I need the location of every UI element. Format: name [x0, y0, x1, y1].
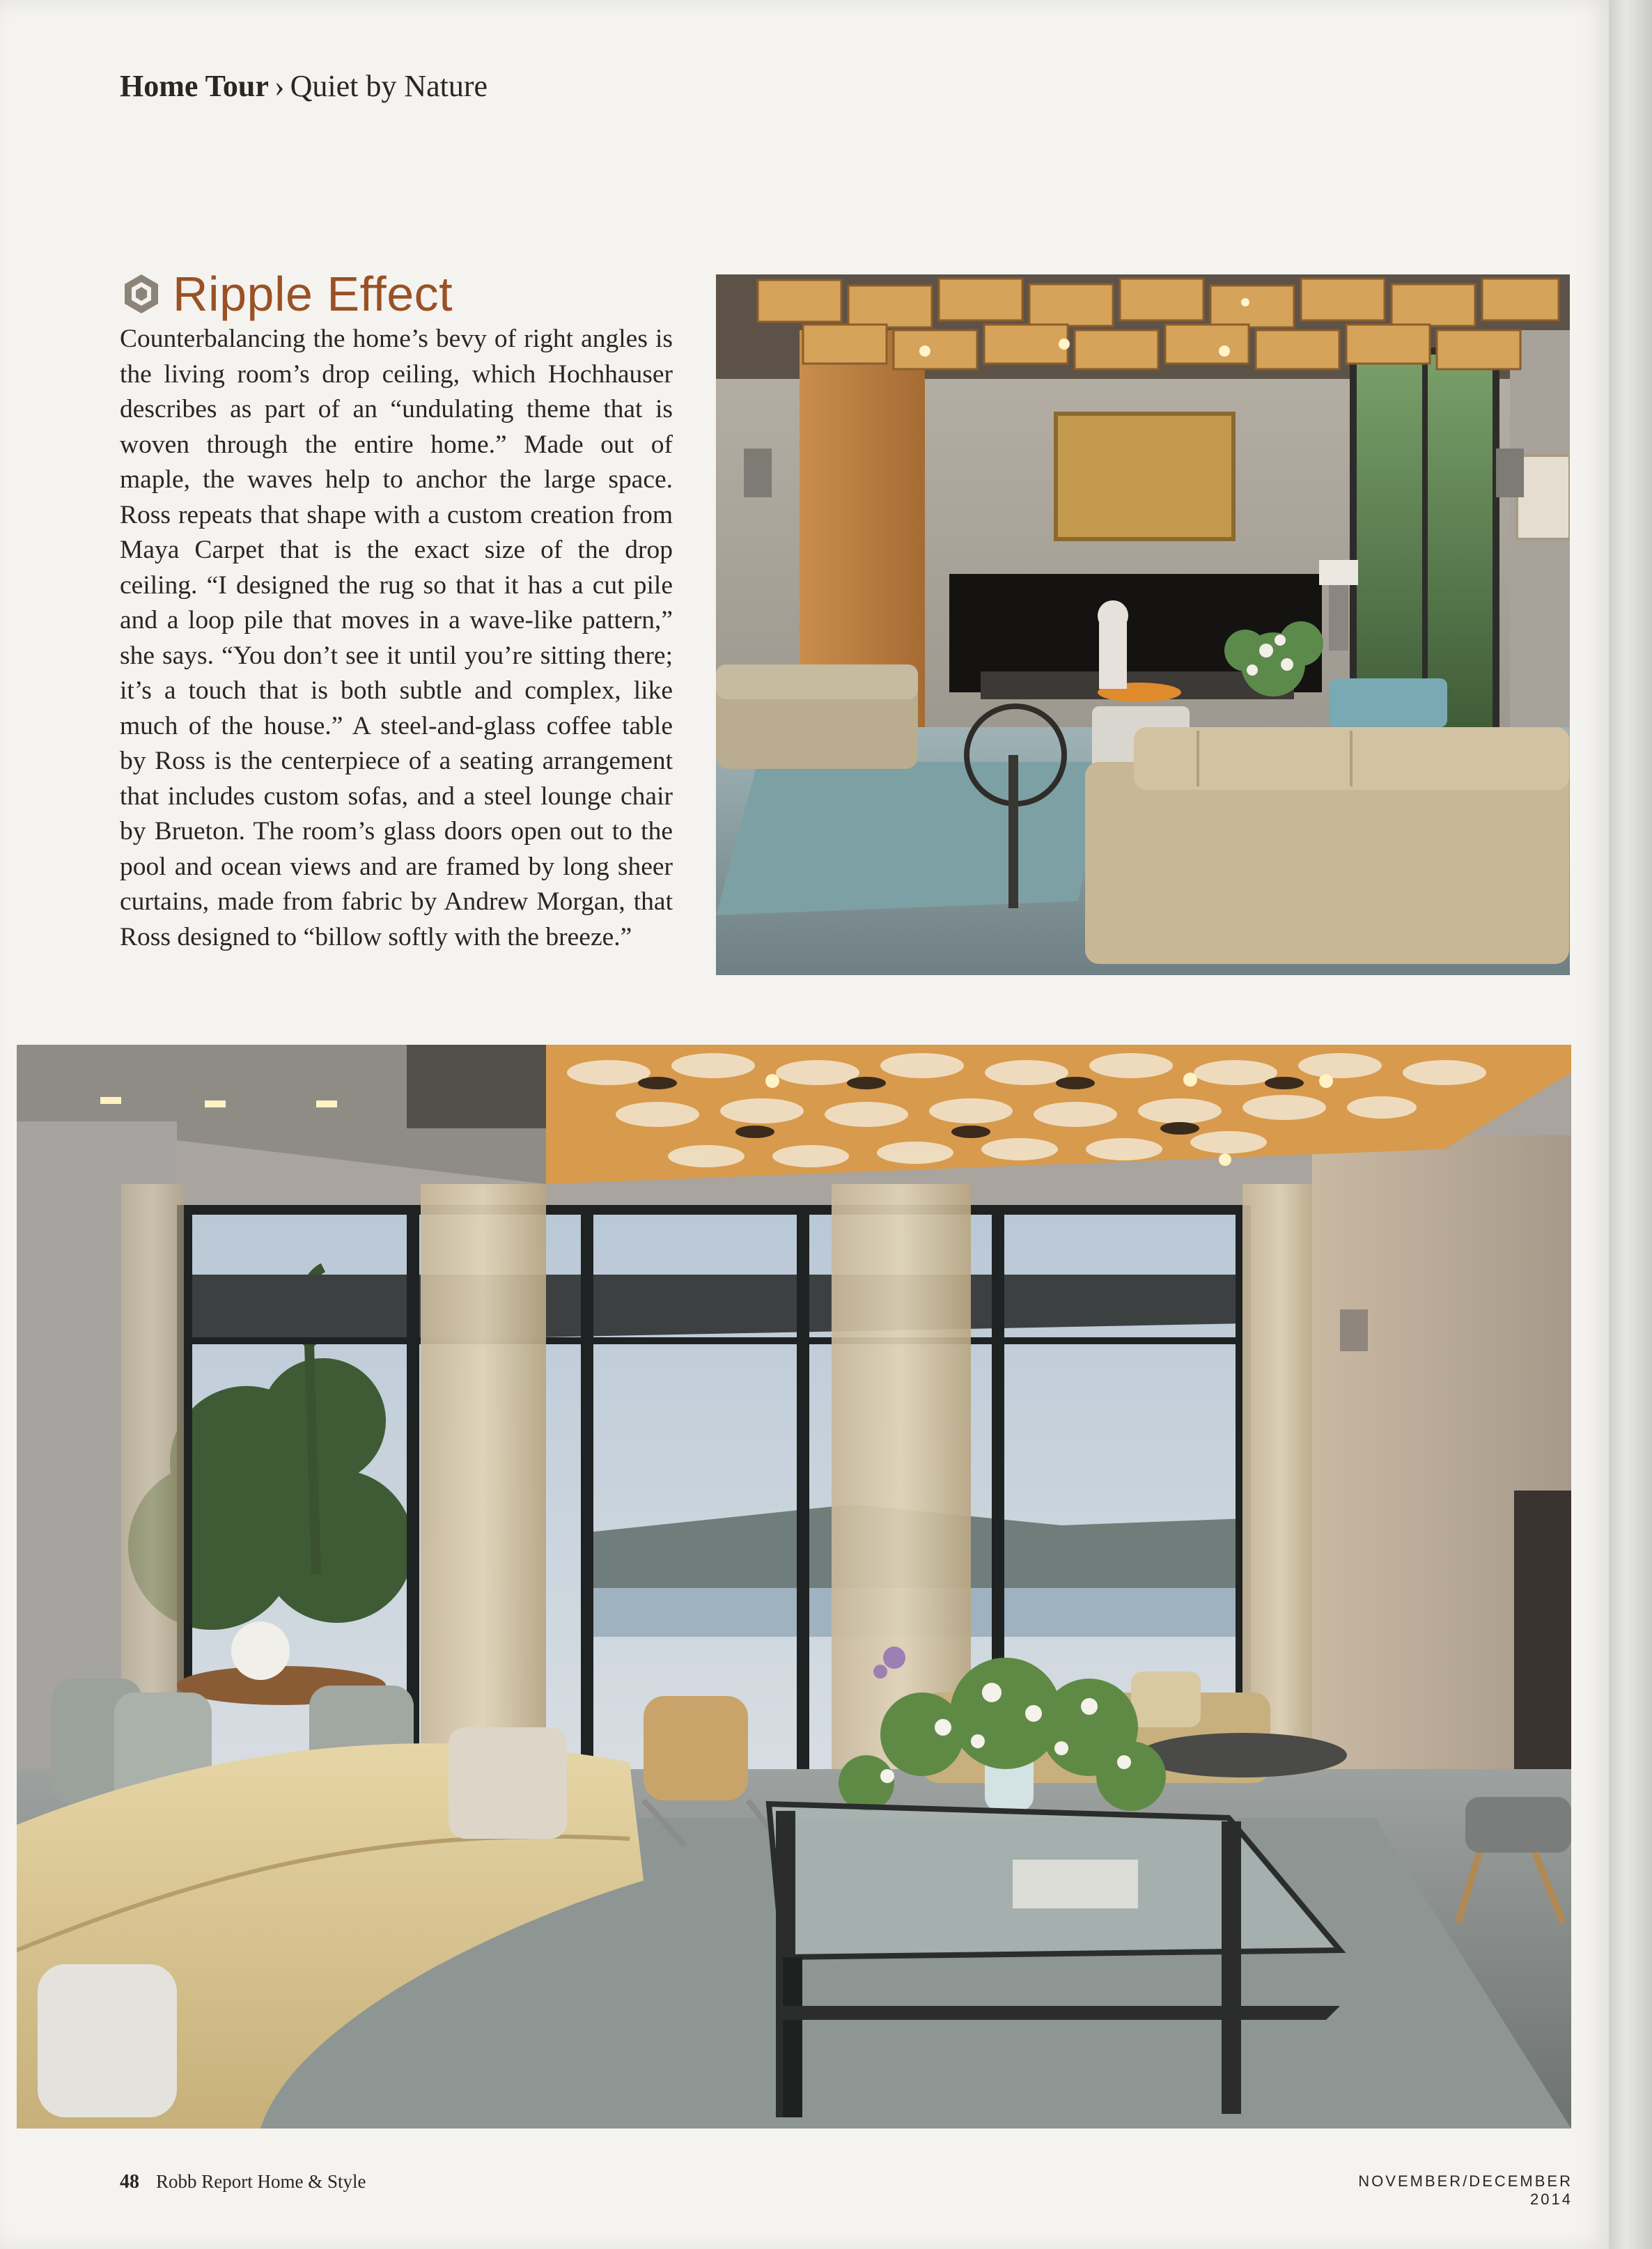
page-number: 48 — [120, 2171, 139, 2193]
breadcrumb-separator: › — [274, 69, 285, 103]
publication-name: Robb Report Home & Style — [156, 2171, 366, 2192]
story-label: Quiet by Nature — [290, 69, 488, 103]
hexagon-bullet-icon — [120, 272, 163, 316]
section-label: Home Tour — [120, 69, 269, 103]
running-head — [120, 68, 488, 104]
sidebar-body: Counterbalancing the home’s bevy of right angles is the living room’s drop ceiling, which Hochhauser describes as part of an “undulating theme that is woven through the entire home.” Made out of maple, the waves help to anchor the large space. Ross repeats that shape with a custom creation from Maya Carpet that is the exact size of the drop ceiling. “I designed the rug so that it has a cut pile and a loop pile that moves in a wave-like pattern,” she says. “You don’t see it until you’re sitting there; it’s a touch that is both subtle and complex, like much of the house.” A steel-and-glass coffee table by Ross is the centerpiece of a seating arrangement that includes custom sofas, and a steel lounge chair by Brueton. The room’s glass doors open out to the pool and ocean views and are framed by long sheer curtains, made from fabric by Andrew Morgan, that Ross designed to “billow softly with the breeze.” — [120, 325, 673, 951]
sidebar-title: Ripple Effect — [173, 267, 453, 321]
issue-date: NOVEMBER/DECEMBER 2014 — [1358, 2172, 1573, 2208]
fireplace-living-room-photo — [716, 274, 1570, 975]
page-footer — [120, 2171, 366, 2193]
sidebar-heading — [120, 266, 453, 322]
ocean-view-living-room-photo — [17, 1045, 1571, 2129]
page-edge — [1609, 0, 1652, 2249]
